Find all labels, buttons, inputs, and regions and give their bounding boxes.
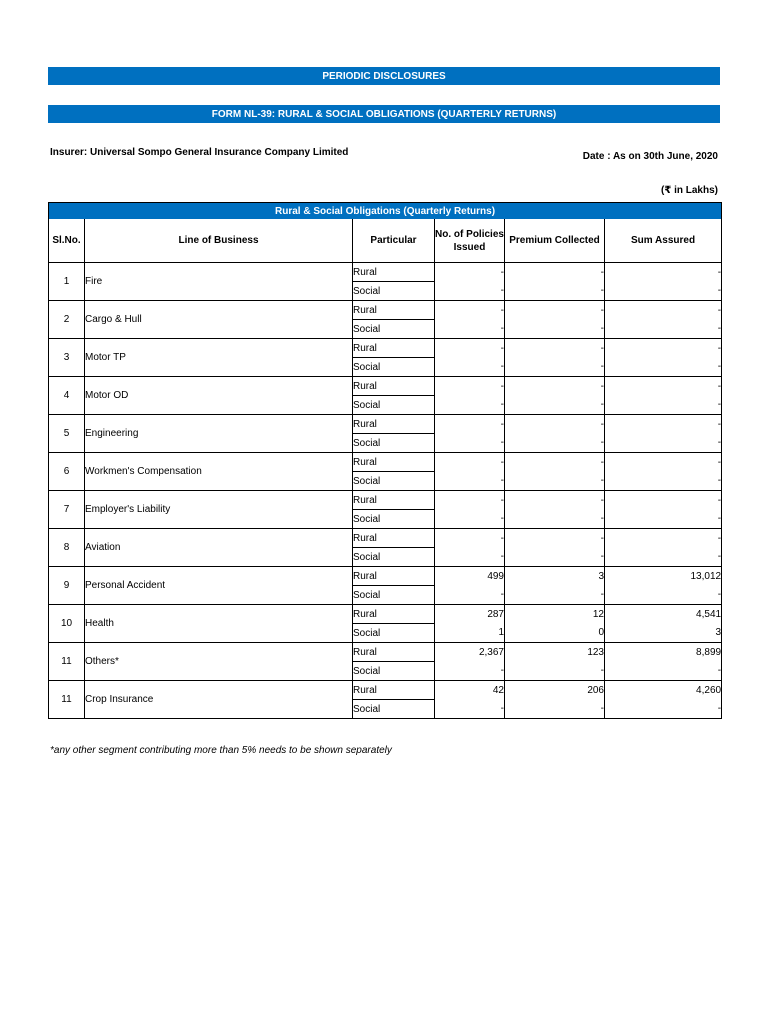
row-social-policies: 1 xyxy=(435,624,505,643)
row-sl-no: 3 xyxy=(49,339,85,377)
col-header-policies-issued: No. of Policies Issued xyxy=(435,219,505,263)
row-sl-no: 6 xyxy=(49,453,85,491)
row-line-of-business: Personal Accident xyxy=(85,567,353,605)
row-particular-social: Social xyxy=(353,396,435,415)
row-line-of-business: Health xyxy=(85,605,353,643)
row-particular-social: Social xyxy=(353,282,435,301)
periodic-disclosures-banner: PERIODIC DISCLOSURES xyxy=(48,67,720,85)
row-social-policies: - xyxy=(435,700,505,719)
row-sl-no: 5 xyxy=(49,415,85,453)
row-particular-social: Social xyxy=(353,320,435,339)
row-social-premium: - xyxy=(505,320,605,339)
row-line-of-business: Cargo & Hull xyxy=(85,301,353,339)
row-rural-premium: - xyxy=(505,301,605,320)
row-sl-no: 4 xyxy=(49,377,85,415)
row-social-premium: - xyxy=(505,396,605,415)
row-social-sum-assured: - xyxy=(605,662,722,681)
row-particular-rural: Rural xyxy=(353,681,435,700)
row-rural-policies: 499 xyxy=(435,567,505,586)
table-row-rural xyxy=(49,415,722,434)
row-rural-premium: - xyxy=(505,529,605,548)
row-sl-no: 9 xyxy=(49,567,85,605)
row-sl-no: 2 xyxy=(49,301,85,339)
table-row-rural xyxy=(49,605,722,624)
row-rural-policies: - xyxy=(435,263,505,282)
row-line-of-business: Motor OD xyxy=(85,377,353,415)
row-particular-social: Social xyxy=(353,510,435,529)
row-rural-premium: - xyxy=(505,377,605,396)
row-social-policies: - xyxy=(435,282,505,301)
form-title-banner: FORM NL-39: RURAL & SOCIAL OBLIGATIONS (QUARTERLY RETURNS) xyxy=(48,105,720,123)
row-particular-social: Social xyxy=(353,700,435,719)
row-rural-sum-assured: 4,541 xyxy=(605,605,722,624)
table-row-rural xyxy=(49,339,722,358)
row-social-premium: - xyxy=(505,510,605,529)
row-particular-rural: Rural xyxy=(353,491,435,510)
table-row-rural xyxy=(49,301,722,320)
row-social-sum-assured: - xyxy=(605,510,722,529)
table-header-row xyxy=(49,219,722,263)
col-header-particular: Particular xyxy=(353,219,435,263)
row-social-premium: - xyxy=(505,700,605,719)
row-rural-premium: 3 xyxy=(505,567,605,586)
row-rural-policies: 287 xyxy=(435,605,505,624)
row-social-premium: - xyxy=(505,358,605,377)
row-rural-sum-assured: - xyxy=(605,377,722,396)
col-header-premium-collected: Premium Collected xyxy=(505,219,605,263)
row-sl-no: 1 xyxy=(49,263,85,301)
row-particular-rural: Rural xyxy=(353,263,435,282)
row-rural-policies: - xyxy=(435,415,505,434)
row-social-premium: - xyxy=(505,548,605,567)
row-social-policies: - xyxy=(435,510,505,529)
currency-unit: (₹ in Lakhs) xyxy=(661,185,718,196)
row-social-sum-assured: - xyxy=(605,434,722,453)
row-line-of-business: Employer's Liability xyxy=(85,491,353,529)
table-row-rural xyxy=(49,491,722,510)
col-header-sum-assured: Sum Assured xyxy=(605,219,722,263)
row-social-sum-assured: - xyxy=(605,358,722,377)
row-line-of-business: Others* xyxy=(85,643,353,681)
row-rural-sum-assured: - xyxy=(605,339,722,358)
row-rural-premium: - xyxy=(505,491,605,510)
row-rural-premium: 206 xyxy=(505,681,605,700)
row-rural-sum-assured: - xyxy=(605,491,722,510)
table-row-rural xyxy=(49,643,722,662)
row-social-sum-assured: - xyxy=(605,586,722,605)
row-social-sum-assured: - xyxy=(605,548,722,567)
row-social-policies: - xyxy=(435,320,505,339)
row-rural-sum-assured: 8,899 xyxy=(605,643,722,662)
row-line-of-business: Workmen's Compensation xyxy=(85,453,353,491)
row-particular-rural: Rural xyxy=(353,339,435,358)
row-social-policies: - xyxy=(435,548,505,567)
row-social-premium: - xyxy=(505,282,605,301)
row-rural-sum-assured: - xyxy=(605,263,722,282)
row-social-premium: - xyxy=(505,434,605,453)
row-rural-premium: 123 xyxy=(505,643,605,662)
row-social-premium: - xyxy=(505,472,605,491)
row-social-policies: - xyxy=(435,396,505,415)
row-social-sum-assured: - xyxy=(605,700,722,719)
row-particular-rural: Rural xyxy=(353,605,435,624)
report-date: Date : As on 30th June, 2020 xyxy=(582,151,718,162)
row-particular-social: Social xyxy=(353,434,435,453)
row-rural-sum-assured: - xyxy=(605,529,722,548)
table-row-rural xyxy=(49,263,722,282)
row-particular-rural: Rural xyxy=(353,567,435,586)
row-rural-policies: - xyxy=(435,491,505,510)
row-social-premium: - xyxy=(505,586,605,605)
row-rural-premium: - xyxy=(505,453,605,472)
row-line-of-business: Motor TP xyxy=(85,339,353,377)
row-rural-premium: - xyxy=(505,263,605,282)
row-rural-sum-assured: - xyxy=(605,301,722,320)
row-particular-social: Social xyxy=(353,548,435,567)
row-social-sum-assured: - xyxy=(605,320,722,339)
row-social-sum-assured: - xyxy=(605,472,722,491)
row-particular-rural: Rural xyxy=(353,529,435,548)
row-rural-policies: 42 xyxy=(435,681,505,700)
table-row-rural xyxy=(49,681,722,700)
row-rural-sum-assured: 4,260 xyxy=(605,681,722,700)
row-particular-social: Social xyxy=(353,358,435,377)
table-caption-row xyxy=(49,203,722,220)
row-particular-social: Social xyxy=(353,472,435,491)
row-social-premium: - xyxy=(505,662,605,681)
row-rural-sum-assured: - xyxy=(605,453,722,472)
footnote: *any other segment contributing more than 5% needs to be shown separately xyxy=(50,745,392,756)
row-rural-policies: - xyxy=(435,453,505,472)
row-sl-no: 8 xyxy=(49,529,85,567)
row-rural-sum-assured: - xyxy=(605,415,722,434)
row-social-policies: - xyxy=(435,472,505,491)
row-sl-no: 10 xyxy=(49,605,85,643)
row-line-of-business: Aviation xyxy=(85,529,353,567)
row-rural-policies: - xyxy=(435,301,505,320)
row-rural-policies: - xyxy=(435,529,505,548)
row-particular-rural: Rural xyxy=(353,643,435,662)
row-particular-rural: Rural xyxy=(353,377,435,396)
row-rural-policies: - xyxy=(435,339,505,358)
row-social-premium: 0 xyxy=(505,624,605,643)
col-header-slno: Sl.No. xyxy=(49,219,85,263)
row-social-policies: - xyxy=(435,358,505,377)
row-rural-sum-assured: 13,012 xyxy=(605,567,722,586)
table-row-rural xyxy=(49,567,722,586)
row-particular-rural: Rural xyxy=(353,453,435,472)
row-line-of-business: Fire xyxy=(85,263,353,301)
row-rural-premium: 12 xyxy=(505,605,605,624)
row-particular-rural: Rural xyxy=(353,415,435,434)
row-rural-policies: - xyxy=(435,377,505,396)
row-social-policies: - xyxy=(435,662,505,681)
insurer-name: Insurer: Universal Sompo General Insurance Company Limited xyxy=(50,147,349,158)
table-row-rural xyxy=(49,453,722,472)
col-header-line-of-business: Line of Business xyxy=(85,219,353,263)
row-rural-premium: - xyxy=(505,339,605,358)
row-sl-no: 11 xyxy=(49,643,85,681)
row-rural-policies: 2,367 xyxy=(435,643,505,662)
row-social-sum-assured: - xyxy=(605,396,722,415)
table-row-rural xyxy=(49,529,722,548)
row-sl-no: 7 xyxy=(49,491,85,529)
row-particular-social: Social xyxy=(353,662,435,681)
table-row-rural xyxy=(49,377,722,396)
row-particular-rural: Rural xyxy=(353,301,435,320)
row-line-of-business: Crop Insurance xyxy=(85,681,353,719)
row-social-sum-assured: - xyxy=(605,282,722,301)
row-social-policies: - xyxy=(435,434,505,453)
row-rural-premium: - xyxy=(505,415,605,434)
row-particular-social: Social xyxy=(353,586,435,605)
table-caption: Rural & Social Obligations (Quarterly Returns) xyxy=(49,203,722,220)
row-particular-social: Social xyxy=(353,624,435,643)
row-social-policies: - xyxy=(435,586,505,605)
obligations-table xyxy=(48,202,722,719)
row-line-of-business: Engineering xyxy=(85,415,353,453)
row-sl-no: 11 xyxy=(49,681,85,719)
row-social-sum-assured: 3 xyxy=(605,624,722,643)
